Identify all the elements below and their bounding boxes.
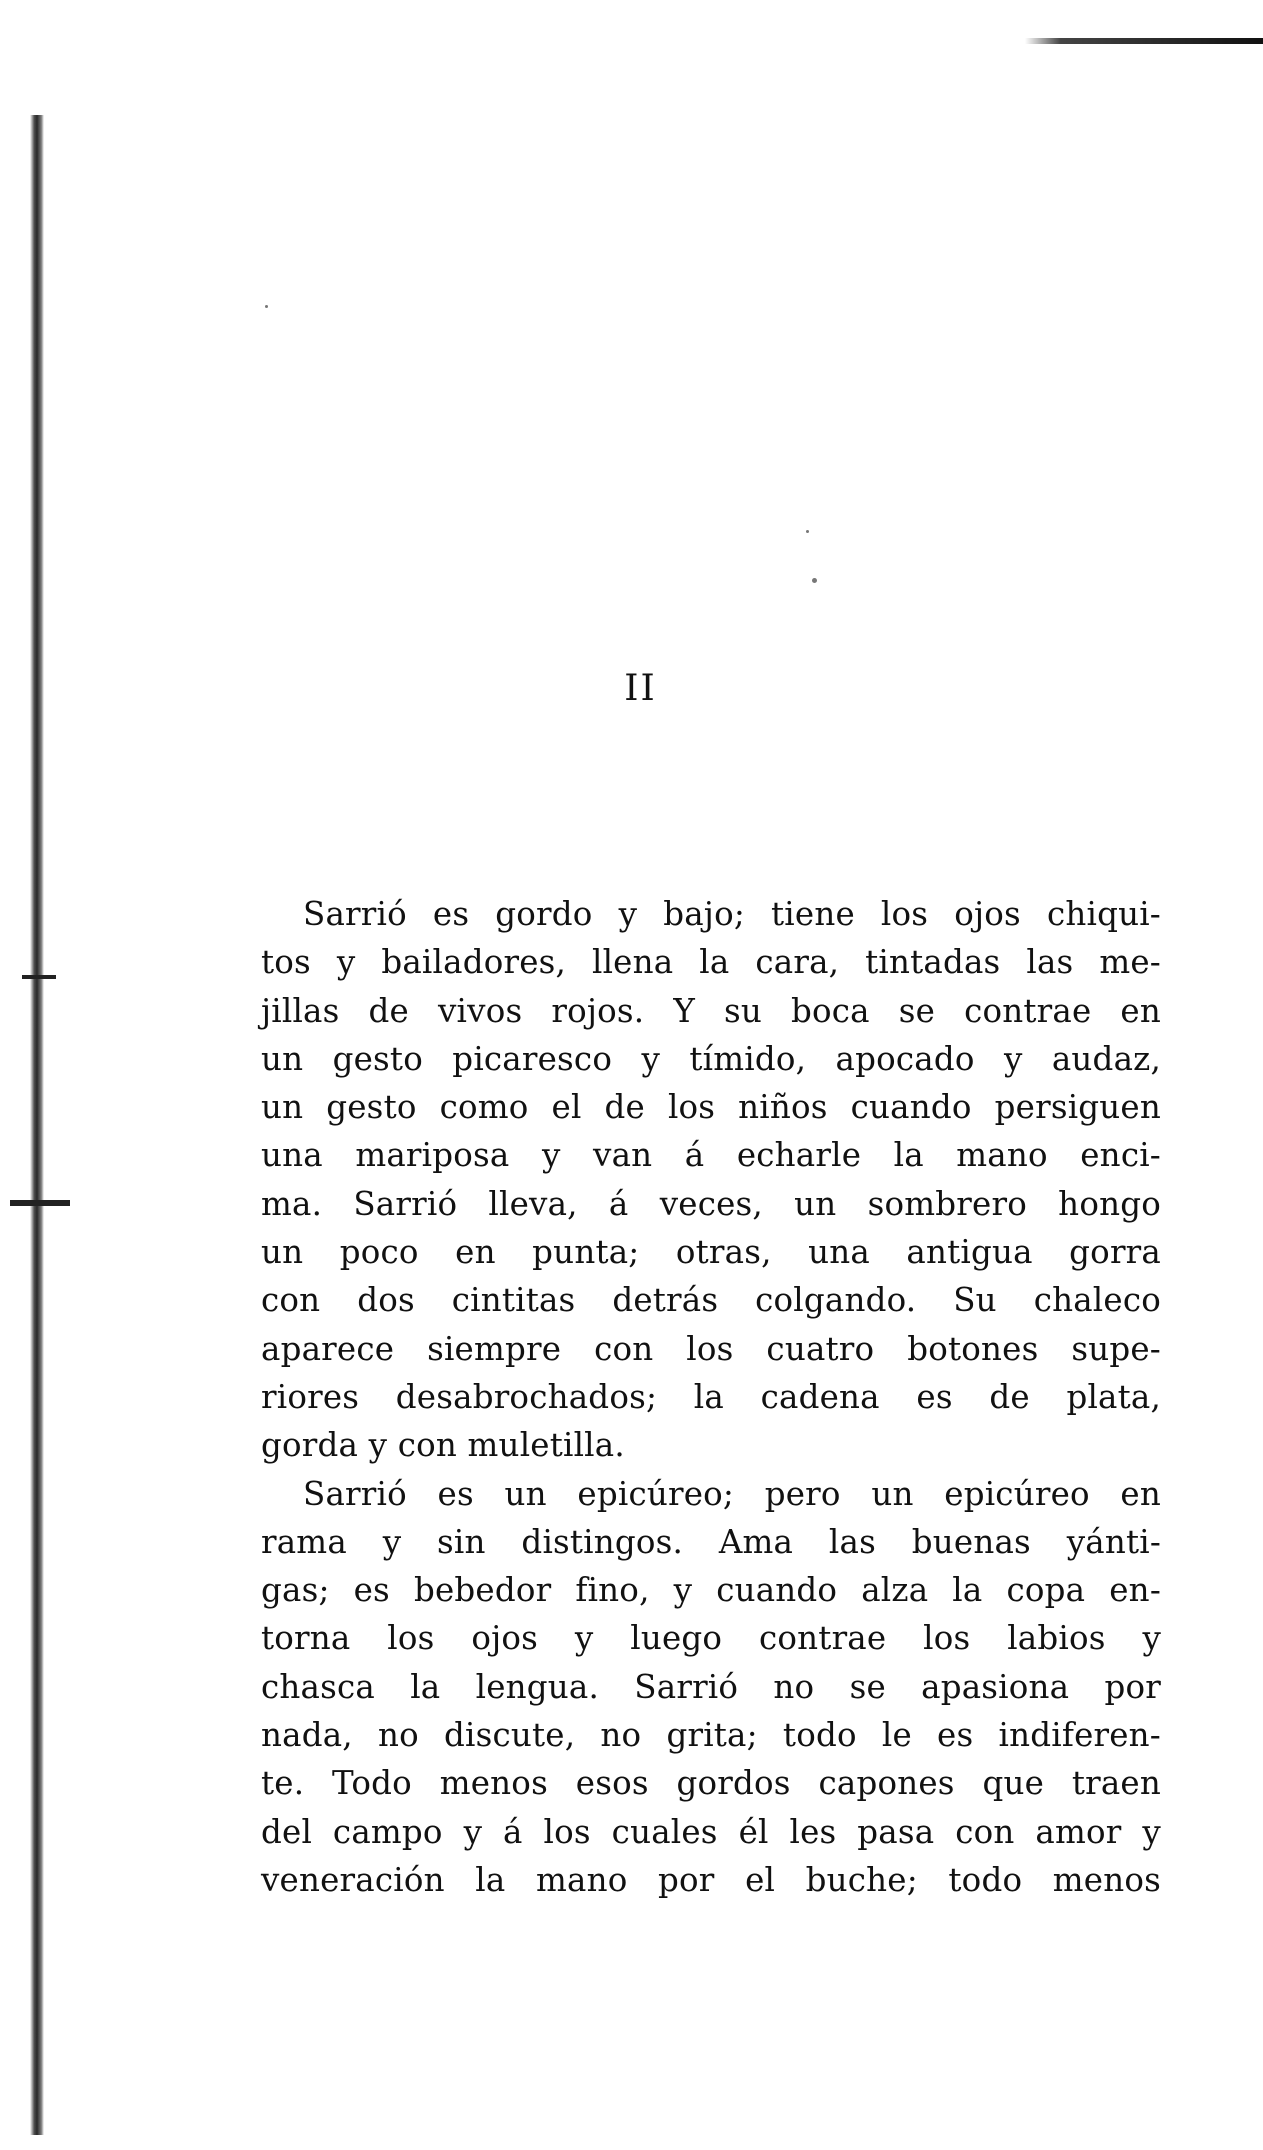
text-line: gorda y con muletilla. [261, 1426, 625, 1465]
text-line: jillas de vivos rojos. Y su boca se contrae en [261, 991, 1161, 1030]
scan-speck [806, 530, 809, 533]
text-line: del campo y á los cuales él les pasa con amor y [261, 1812, 1161, 1851]
binding-mark [10, 1200, 70, 1206]
text-line: Sarrió es gordo y bajo; tiene los ojos chiqui- [303, 895, 1161, 933]
chapter-heading: II [624, 668, 657, 709]
text-line: una mariposa y van á echarle la mano enci- [261, 1136, 1161, 1175]
body-text [261, 890, 1161, 1904]
text-line: veneración la mano por el buche; todo menos [261, 1860, 1161, 1899]
text-line: chasca la lengua. Sarrió no se apasiona por [261, 1667, 1161, 1706]
scan-speck [812, 578, 817, 583]
text-line: un gesto picaresco y tímido, apocado y audaz, [261, 1039, 1161, 1078]
text-line: con dos cintitas detrás colgando. Su chaleco [261, 1281, 1161, 1320]
text-line: un poco en punta; otras, una antigua gorra [261, 1233, 1161, 1272]
binding-mark [22, 975, 56, 979]
text-line: un gesto como el de los niños cuando persiguen [261, 1088, 1161, 1127]
text-line: rama y sin distingos. Ama las buenas yánti- [261, 1522, 1161, 1561]
text-line: torna los ojos y luego contrae los labios y [261, 1619, 1161, 1658]
binding-edge [30, 115, 44, 2135]
text-line: te. Todo menos esos gordos capones que traen [261, 1764, 1161, 1803]
text-line: Sarrió es un epicúreo; pero un epicúreo en [303, 1474, 1161, 1513]
text-line: gas; es bebedor fino, y cuando alza la copa en- [261, 1571, 1161, 1610]
text-line: tos y bailadores, llena la cara, tintadas las me- [261, 943, 1161, 982]
text-line: nada, no discute, no grita; todo le es indiferen- [261, 1716, 1161, 1755]
top-rule [1025, 38, 1263, 44]
text-line: ma. Sarrió lleva, á veces, un sombrero hongo [261, 1184, 1161, 1223]
text-line: riores desabrochados; la cadena es de plata, [261, 1377, 1161, 1416]
scan-speck [265, 305, 268, 308]
text-line: aparece siempre con los cuatro botones supe- [261, 1329, 1161, 1368]
